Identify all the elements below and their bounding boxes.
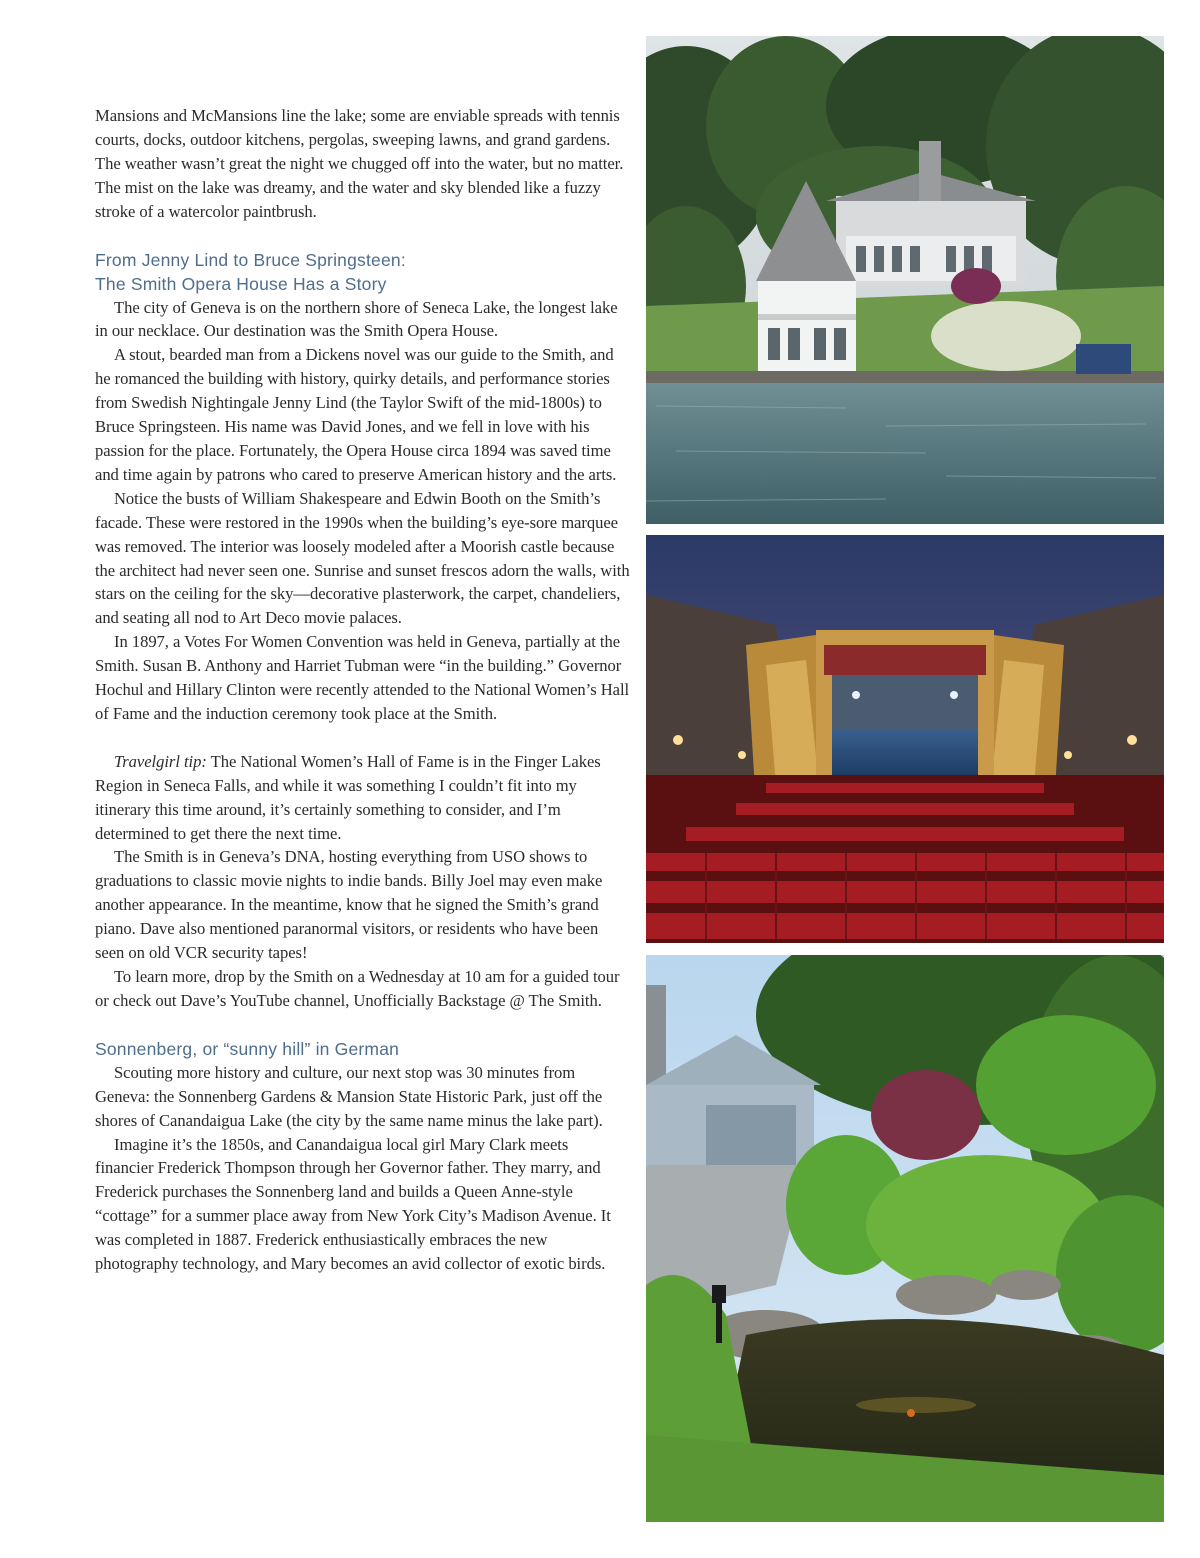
paragraph-genevas-dna: The Smith is in Geneva’s DNA, hosting everything from USO shows to graduations to classic movie nights to indie bands. Billy Joel may even make another appearance. In the meantime, know that he signed the Smith’s grand piano. Dave also mentioned paranormal visitors, or residents who have been seen on old VCR security tapes! (95, 847, 603, 963)
spacer (95, 726, 630, 750)
tip-text: The National Women’s Hall of Fame is in the Finger Lakes Region in Seneca Falls, and while it was something I couldn’t fit into my itinerary this time around, it’s certainly something to consider, and I’m determined to get there the next time. (95, 751, 601, 843)
paragraph-mary-clark: Imagine it’s the 1850s, and Canandaigua local girl Mary Clark meets financier Frederick Thompson through her Governor father. They marry, and Frederick purchases the Sonnenberg land and builds a Queen Anne-style “cottage” for a summer place away from New York City’s Madison Avenue. It was completed in 1887. Frederick enthusiastically embraces the new photography technology, and Mary becomes an avid collector of exotic birds. (95, 1134, 611, 1274)
tip-label: Travelgirl tip: (114, 751, 207, 771)
travelgirl-tip (95, 750, 630, 846)
paragraph-geneva: The city of Geneva is on the northern shore of Seneca Lake, the longest lake in our necklace. Our destination was the Smith Opera House. (95, 297, 618, 341)
section-heading-smith-line1: From Jenny Lind to Bruce Springsteen: (95, 249, 406, 270)
intro-paragraph: Mansions and McMansions line the lake; some are enviable spreads with tennis courts, docks, outdoor kitchens, pergolas, sweeping lawns, and grand gardens. The weather wasn’t great the night we chugged off into the water, but no matter. The mist on the lake was dreamy, and the water and sky blended like a fuzzy stroke of a watercolor paintbrush. (95, 106, 624, 221)
section-heading-smith-line2: The Smith Opera House Has a Story (95, 273, 387, 294)
paragraph-sonnenberg-intro: Scouting more history and culture, our next stop was 30 minutes from Geneva: the Sonnenberg Gardens & Mansion State Historic Park, just off the shores of Canandaigua Lake (the city by the same name minus the lake part). (95, 1062, 603, 1130)
opera-house-interior-photo (646, 535, 1164, 943)
spacer (95, 1013, 630, 1037)
lake-mansion-photo (646, 36, 1164, 524)
spacer (95, 224, 630, 248)
paragraph-busts: Notice the busts of William Shakespeare and Edwin Booth on the Smith’s facade. These were restored in the 1990s when the building’s eye-sore marquee was removed. The interior was loosely modeled after a Moorish castle because the architect had never seen one. Sunrise and sunset frescos adorn the walls, with stars on the ceiling for the sky—decorative plasterwork, the carpet, chandeliers, and seating all nod to Art Deco movie palaces. (95, 488, 630, 628)
sonnenberg-garden-photo (646, 955, 1164, 1522)
paragraph-votes-for-women: In 1897, a Votes For Women Convention was held in Geneva, partially at the Smith. Susan B. Anthony and Harriet Tubman were “in the building.” Governor Hochul and Hillary Clinton were recently attended to the National Women’s Hall of Fame and the induction ceremony took place at the Smith. (95, 632, 630, 723)
paragraph-guide: A stout, bearded man from a Dickens novel was our guide to the Smith, and he romanced the building with history, quirky details, and performance stories from Swedish Nightingale Jenny Lind (the Taylor Swift of the mid-1800s) to Bruce Springsteen. His name was David Jones, and we fell in love with his passion for the place. Fortunately, the Opera House circa 1894 was saved time and time again by patrons who cared to preserve American history and the arts. (95, 345, 617, 484)
section-heading-sonnenberg: Sonnenberg, or “sunny hill” in German (95, 1038, 400, 1059)
article-column (95, 104, 630, 1276)
paragraph-learn-more: To learn more, drop by the Smith on a Wednesday at 10 am for a guided tour or check out Dave’s YouTube channel, Unofficially Backstage @ The Smith. (95, 967, 620, 1010)
